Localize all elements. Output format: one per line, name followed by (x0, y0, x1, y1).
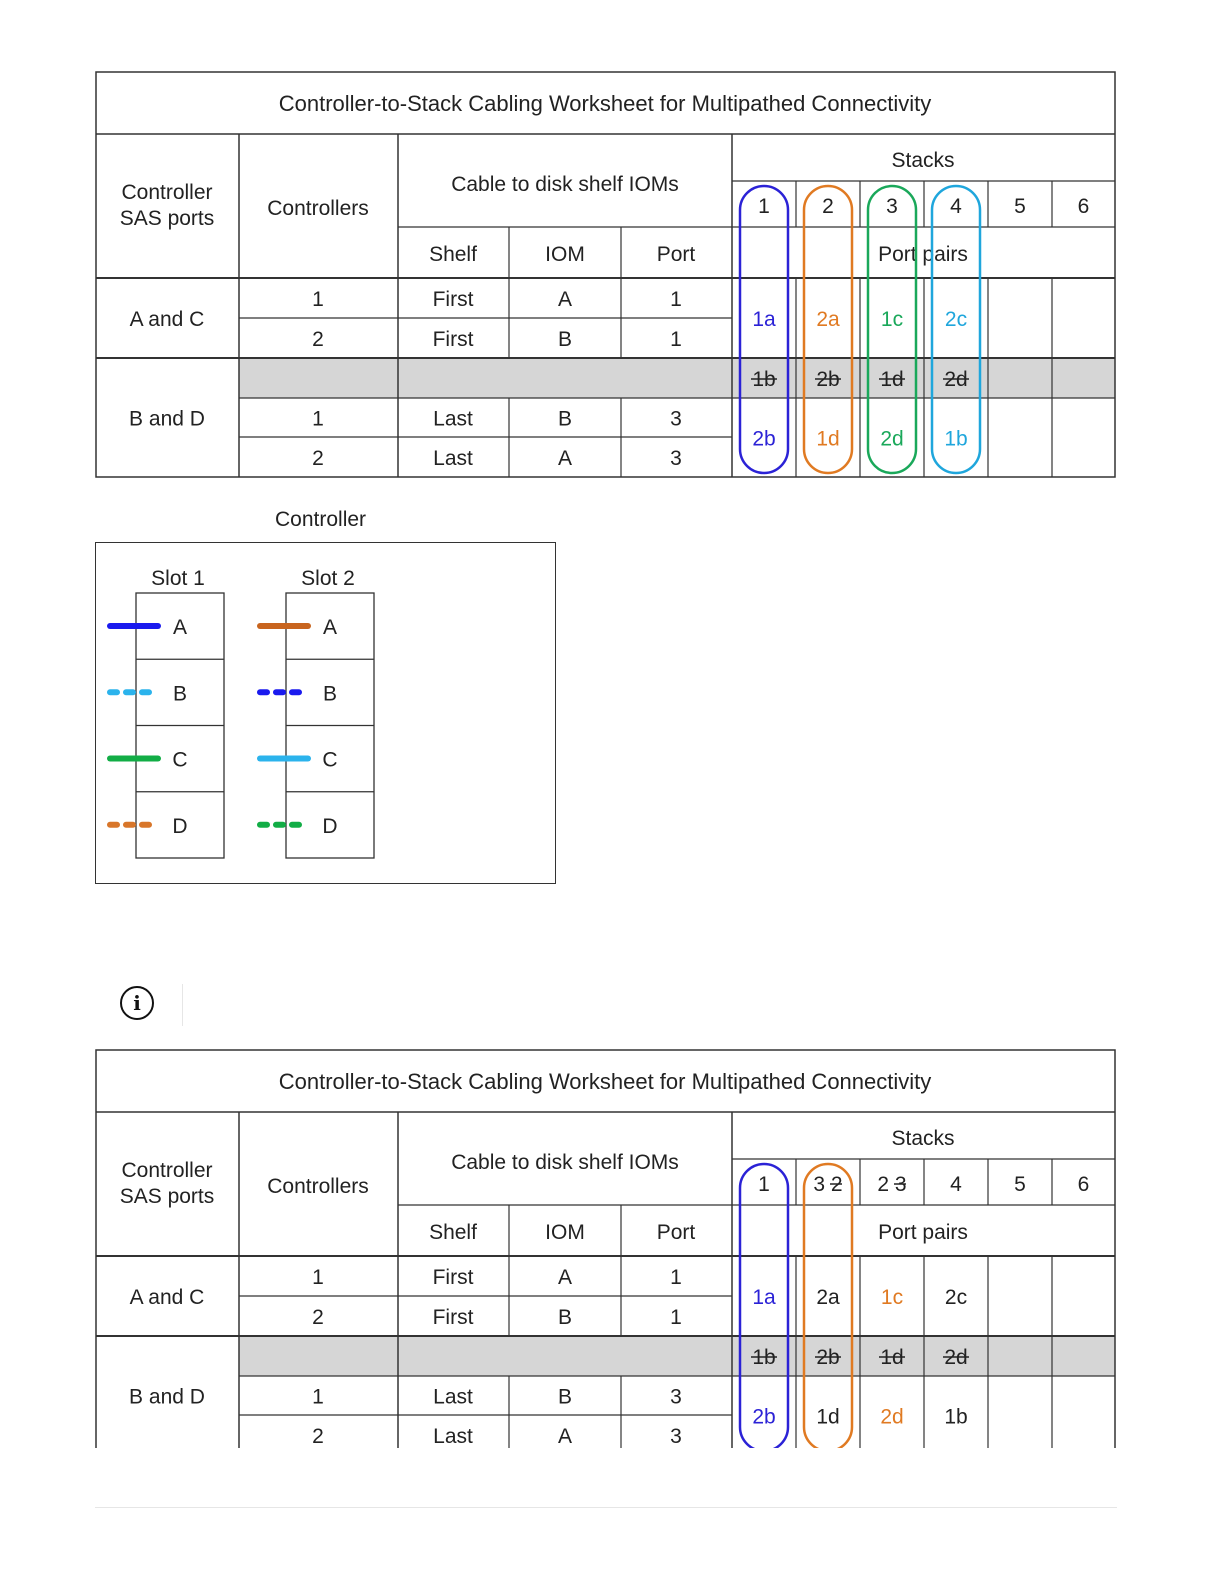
stack-number: 1 (758, 1173, 770, 1196)
header-port: Port (656, 1221, 696, 1244)
shelf-cell: First (432, 1306, 474, 1329)
port-pair-cell: 2a (816, 1286, 840, 1309)
iom-cell: B (557, 328, 573, 351)
crossed-row-background (239, 1336, 1115, 1376)
crossed-row-background (239, 358, 1115, 398)
header-iom: IOM (545, 1221, 585, 1244)
port-pair-cell: 2b (752, 427, 776, 451)
sas-port-group: B and D (129, 407, 205, 431)
controller-cell: 2 (312, 1425, 324, 1448)
info-icon: i (120, 986, 154, 1020)
header-stacks: Stacks (891, 149, 955, 172)
controller-cell: 1 (312, 288, 324, 311)
header-cable-to: Cable to disk shelf IOMs (451, 1151, 679, 1174)
port-label: C (322, 748, 338, 772)
iom-cell: A (557, 447, 573, 470)
port-pair-cell: 1c (880, 1286, 904, 1309)
port-label: D (172, 814, 188, 838)
controller-diagram-title: Controller (275, 508, 367, 531)
header-controller: Controller (121, 1159, 213, 1182)
port-label: C (172, 748, 188, 772)
port-pair-cell: 1d (816, 427, 840, 451)
slot-label: Slot 1 (151, 567, 205, 590)
shelf-cell: Last (433, 1385, 473, 1409)
port-pair-crossed: 2b (816, 368, 840, 391)
controller-diagram (95, 542, 556, 884)
port-cell: 3 (670, 1425, 682, 1448)
table-frame (96, 1050, 1115, 1448)
stack-number: 2 3 (877, 1173, 907, 1196)
worksheet-1 (0, 0, 1224, 490)
shelf-cell: Last (433, 1425, 473, 1448)
port-label: B (322, 682, 338, 706)
header-sas-ports: SAS ports (119, 207, 215, 230)
controller-cell: 2 (312, 447, 324, 470)
port-pair-cell: 2c (944, 308, 968, 331)
port-cell: 1 (670, 1266, 682, 1289)
port-pair-cell: 2a (816, 308, 840, 331)
port-cell: 3 (670, 447, 682, 470)
port-pair-crossed: 1b (752, 368, 776, 391)
header-shelf: Shelf (429, 1221, 477, 1244)
stack-number: 2 (822, 195, 834, 218)
port-cell: 1 (670, 288, 682, 311)
sas-port-group: B and D (129, 1385, 205, 1409)
header-controller: Controller (121, 181, 213, 204)
worksheet-2 (0, 978, 1224, 1448)
port-pair-cell: 2d (880, 427, 904, 451)
header-controllers: Controllers (267, 1175, 369, 1198)
port-pair-cell: 1a (752, 1286, 776, 1309)
controller-cell: 1 (312, 1385, 324, 1409)
shelf-cell: First (432, 328, 474, 351)
header-controllers: Controllers (267, 197, 369, 220)
port-pair-cell: 2d (880, 1405, 904, 1429)
header-port-pairs: Port pairs (878, 1221, 968, 1244)
stack-number: 1 (758, 195, 770, 218)
header-stacks: Stacks (891, 1127, 955, 1150)
port-label: D (322, 814, 338, 838)
iom-cell: A (557, 288, 573, 311)
sas-port-group: A and C (129, 308, 205, 331)
port-pair-crossed: 2d (944, 368, 968, 391)
port-pair-cell: 1b (944, 1405, 968, 1429)
port-pair-cell: 2b (752, 1405, 776, 1429)
stack-number: 6 (1077, 1173, 1090, 1196)
stack-number: 5 (1014, 195, 1026, 218)
sas-port-group: A and C (129, 1286, 205, 1309)
header-cable-to: Cable to disk shelf IOMs (451, 173, 679, 196)
port-label: B (172, 682, 188, 706)
port-cell: 3 (670, 1385, 682, 1409)
port-cell: 1 (670, 328, 682, 351)
iom-cell: B (557, 407, 573, 431)
worksheet-title: Controller-to-Stack Cabling Worksheet for Multipathed Connectivity (278, 1069, 932, 1094)
header-shelf: Shelf (429, 243, 477, 266)
shelf-cell: Last (433, 407, 473, 431)
stack-number: 3 2 (813, 1173, 843, 1196)
port-label: A (322, 616, 338, 639)
iom-cell: B (557, 1385, 573, 1409)
stack-number: 5 (1014, 1173, 1026, 1196)
slot-label: Slot 2 (301, 567, 355, 590)
controller-cell: 1 (312, 1266, 324, 1289)
iom-cell: A (557, 1266, 573, 1289)
header-port: Port (656, 243, 696, 266)
shelf-cell: First (432, 1266, 474, 1289)
port-pair-crossed: 2d (944, 1346, 968, 1369)
port-pair-crossed: 1d (880, 368, 904, 391)
stack-number: 3 (886, 195, 898, 218)
port-pair-cell: 2c (944, 1286, 968, 1309)
header-iom: IOM (545, 243, 585, 266)
port-pair-crossed: 1b (752, 1346, 776, 1369)
port-pair-crossed: 2b (816, 1346, 840, 1369)
controller-slots-svg (96, 543, 557, 885)
table-frame (96, 72, 1115, 477)
port-label: A (172, 616, 188, 639)
stack-number: 6 (1077, 195, 1090, 218)
port-pair-cell: 1b (944, 427, 968, 451)
shelf-cell: Last (433, 447, 473, 470)
stack-number: 4 (950, 195, 962, 218)
port-cell: 1 (670, 1306, 682, 1329)
page-bottom-divider (95, 1507, 1117, 1508)
worksheet-title: Controller-to-Stack Cabling Worksheet for Multipathed Connectivity (278, 91, 932, 116)
port-pair-cell: 1c (880, 308, 904, 331)
port-cell: 3 (670, 407, 682, 431)
port-pair-cell: 1a (752, 308, 776, 331)
controller-cell: 2 (312, 328, 324, 351)
controller-cell: 2 (312, 1306, 324, 1329)
port-pair-cell: 1d (816, 1405, 840, 1429)
iom-cell: A (557, 1425, 573, 1448)
header-port-pairs: Port pairs (878, 243, 968, 266)
port-pair-crossed: 1d (880, 1346, 904, 1369)
iom-cell: B (557, 1306, 573, 1329)
header-sas-ports: SAS ports (119, 1185, 215, 1208)
stack-number: 4 (950, 1173, 962, 1196)
controller-cell: 1 (312, 407, 324, 431)
shelf-cell: First (432, 288, 474, 311)
